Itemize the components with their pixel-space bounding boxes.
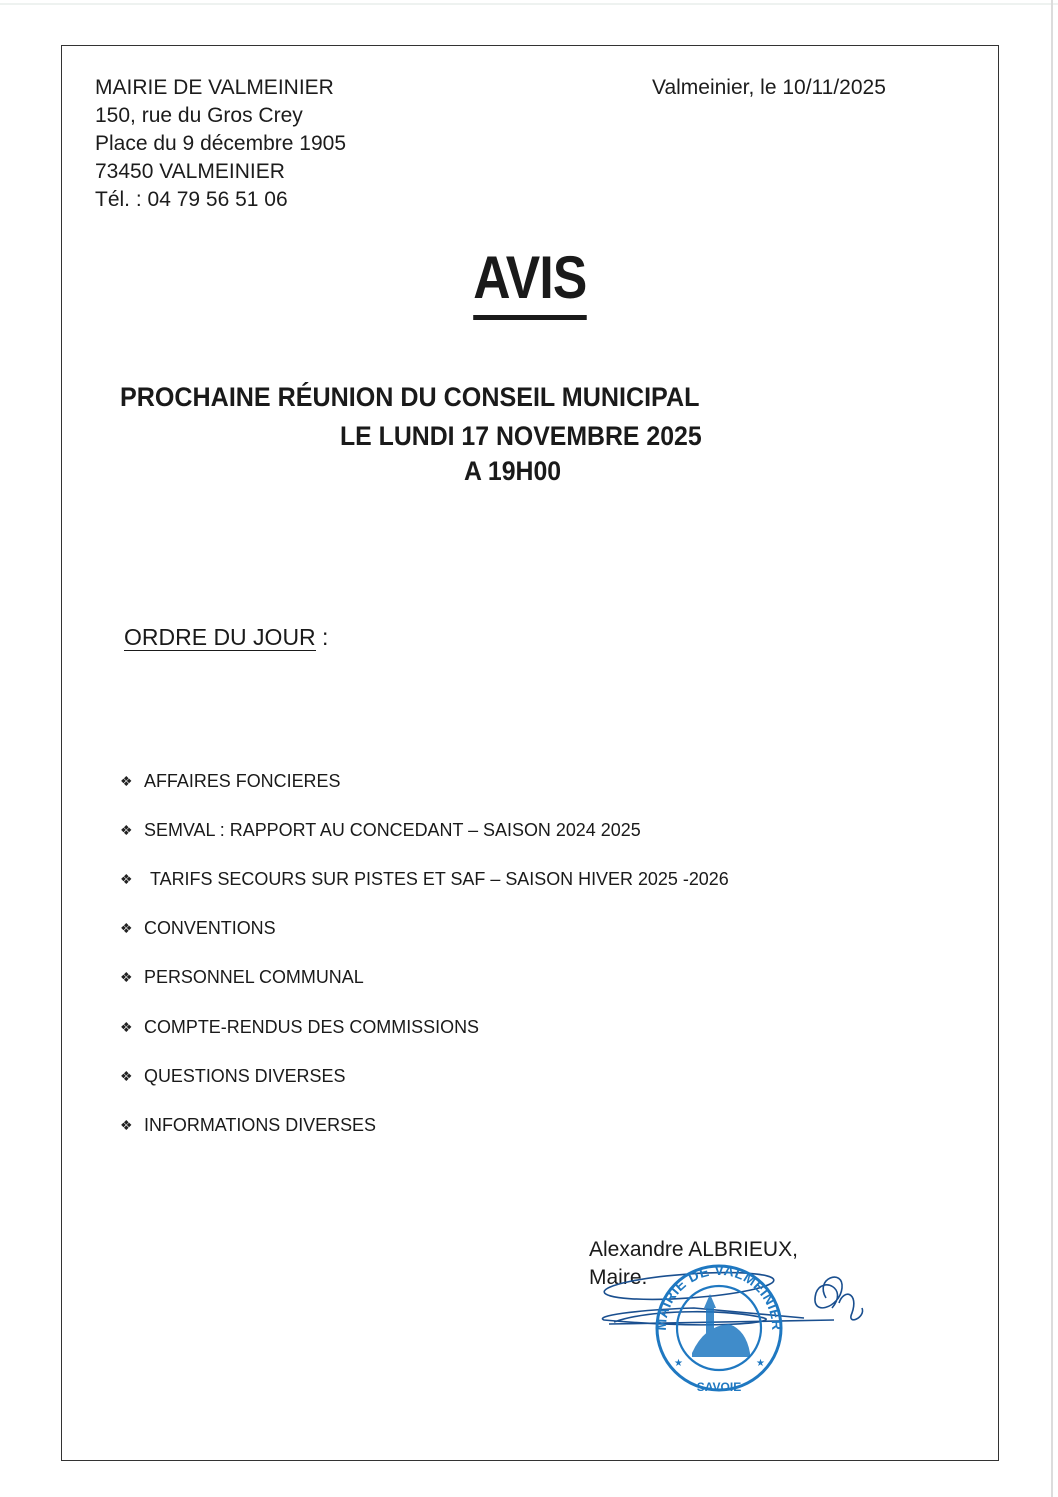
sender-phone: Tél. : 04 79 56 51 06 <box>95 188 288 211</box>
diamond-bullet-icon: ❖ <box>120 1018 133 1035</box>
sender-postal-city: 73450 VALMEINIER <box>95 160 285 183</box>
agenda-item <box>120 805 747 854</box>
agenda-item-label: AFFAIRES FONCIERES <box>144 769 341 791</box>
star-icon: ★ <box>674 1358 683 1369</box>
agenda-item-label: CONVENTIONS <box>144 917 276 939</box>
signatory-name: Alexandre ALBRIEUX, <box>589 1238 798 1261</box>
signatory-role: Maire. <box>589 1266 648 1289</box>
agenda-item <box>120 1100 747 1149</box>
agenda-item-label: SEMVAL : RAPPORT AU CONCEDANT – SAISON 2024 2025 <box>144 818 641 840</box>
agenda-item-label: QUESTIONS DIVERSES <box>144 1064 346 1086</box>
agenda-item <box>120 756 747 805</box>
agenda-heading <box>124 622 328 652</box>
diamond-bullet-icon: ❖ <box>120 870 133 887</box>
stamp-seal <box>653 1262 785 1394</box>
diamond-bullet-icon: ❖ <box>120 969 133 986</box>
stamp-text-bottom: SAVOIE <box>696 1380 742 1394</box>
title-text: AVIS <box>473 243 586 320</box>
agenda-item <box>120 953 747 1002</box>
agenda-item <box>120 854 747 903</box>
agenda-heading-colon: : <box>315 624 329 650</box>
diamond-bullet-icon: ❖ <box>120 772 133 789</box>
agenda-item <box>120 904 747 953</box>
headline-line-1: PROCHAINE RÉUNION DU CONSEIL MUNICIPAL <box>120 382 700 412</box>
agenda-item-label: INFORMATIONS DIVERSES <box>144 1113 376 1135</box>
agenda-item-label: PERSONNEL COMMUNAL <box>144 966 364 988</box>
agenda-list <box>120 756 747 1150</box>
agenda-item <box>120 1002 747 1051</box>
official-stamp-and-signature <box>594 1258 894 1408</box>
stamp-text-top: MAIRIE DE VALMEINIER <box>652 1261 786 1331</box>
diamond-bullet-icon: ❖ <box>120 1116 133 1133</box>
scan-edge <box>1051 0 1053 1497</box>
date-line: Valmeinier, le 10/11/2025 <box>652 76 886 99</box>
headline-line-2: LE LUNDI 17 NOVEMBRE 2025 <box>340 421 702 451</box>
diamond-bullet-icon: ❖ <box>120 920 133 937</box>
diamond-bullet-icon: ❖ <box>120 1067 133 1084</box>
sender-block <box>95 74 346 214</box>
diamond-bullet-icon: ❖ <box>120 821 133 838</box>
agenda-item <box>120 1051 747 1100</box>
headline-line-3: A 19H00 <box>464 456 562 486</box>
sender-address-line1: 150, rue du Gros Crey <box>95 104 303 127</box>
star-icon: ★ <box>756 1358 765 1369</box>
sender-address-line2: Place du 9 décembre 1905 <box>95 132 347 155</box>
scan-edge <box>0 3 1058 5</box>
agenda-heading-text: ORDRE DU JOUR <box>124 624 316 650</box>
page-title <box>0 243 1058 320</box>
agenda-item-label: TARIFS SECOURS SUR PISTES ET SAF – SAISON HIVER 2025 -2026 <box>150 867 729 889</box>
agenda-item-label: COMPTE-RENDUS DES COMMISSIONS <box>144 1015 479 1037</box>
sender-name: MAIRIE DE VALMEINIER <box>95 76 334 99</box>
